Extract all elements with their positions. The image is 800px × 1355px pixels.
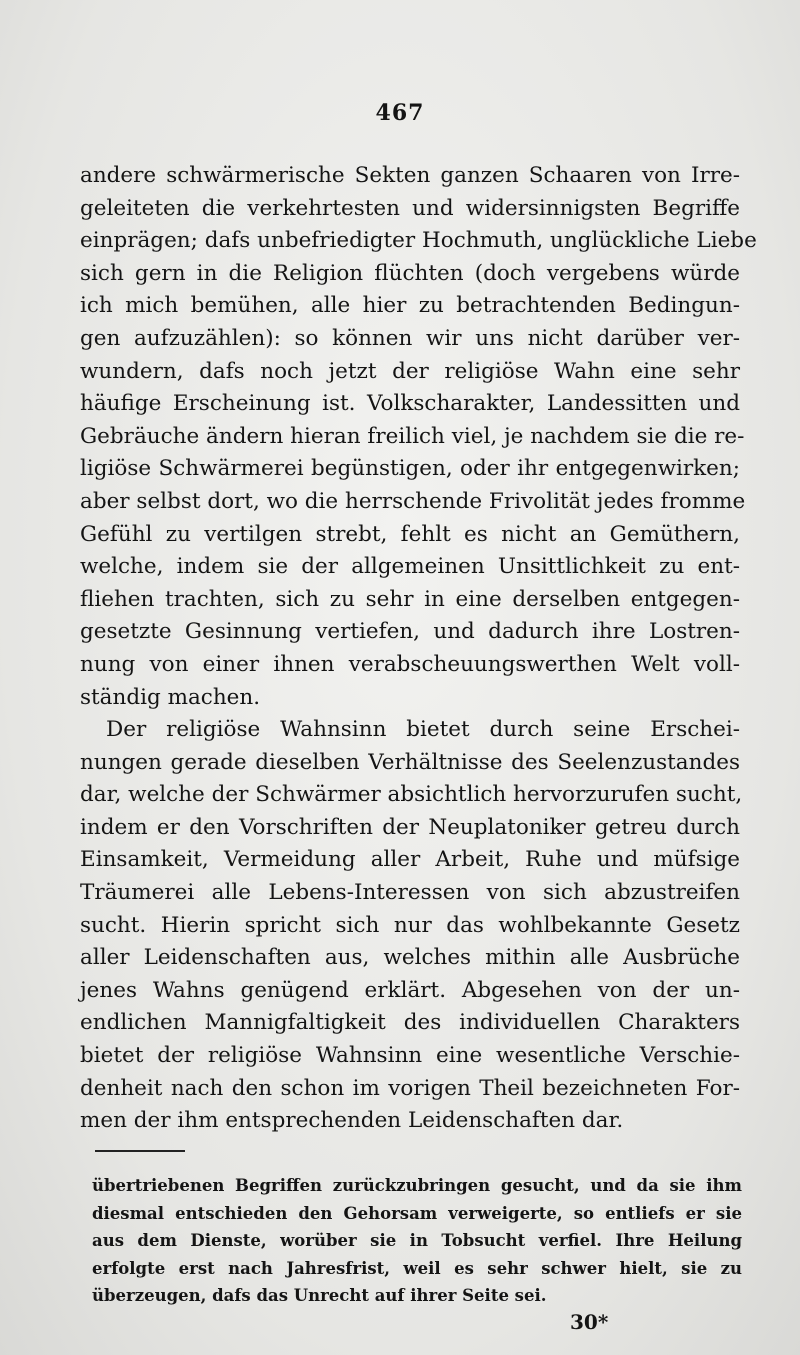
- body-line: men der ihm entsprechenden Leidenschaften dar.: [80, 1108, 624, 1134]
- body-line: bietet der religiöse Wahnsinn eine wesentliche Verschie-: [80, 1043, 740, 1069]
- footnote-line: erfolgte erst nach Jahresfrist, weil es sehr schwer hielt, sie zu: [92, 1258, 742, 1278]
- body-line: Gebräuche ändern hieran freilich viel, je nachdem sie die re-: [80, 423, 745, 449]
- body-line: gesetzte Gesinnung vertiefen, und dadurch ihre Lostren-: [80, 619, 740, 645]
- body-line: nung von einer ihnen verabscheuungswerthen Welt voll-: [80, 651, 740, 677]
- body-line: jenes Wahns genügend erklärt. Abgesehen von der un-: [80, 977, 740, 1003]
- body-line: wundern, dafs noch jetzt der religiöse Wahn eine sehr: [80, 358, 740, 384]
- body-line: ich mich bemühen, alle hier zu betrachtenden Bedingun-: [80, 293, 740, 319]
- footnote-line: übertriebenen Begriffen zurückzubringen gesucht, und da sie ihm: [92, 1176, 742, 1195]
- body-line: sich gern in die Religion flüchten (doch vergebens würde: [80, 260, 740, 286]
- footnote-rule: [95, 1150, 185, 1152]
- body-text: [80, 160, 757, 1138]
- body-line: endlichen Mannigfaltigkeit des individuellen Charakters: [80, 1010, 740, 1036]
- body-line: gen aufzuzählen): so können wir uns nicht darüber ver-: [80, 325, 740, 351]
- signature-mark: 30*: [570, 1310, 609, 1334]
- body-line: denheit nach den schon im vorigen Theil bezeichneten For-: [80, 1075, 740, 1101]
- body-line: Träumerei alle Lebens-Interessen von sich abzustreifen: [80, 880, 740, 906]
- body-line: aber selbst dort, wo die herrschende Frivolität jedes fromme: [80, 488, 746, 514]
- body-line: ständig machen.: [80, 684, 261, 710]
- body-line: geleiteten die verkehrtesten und widersinnigsten Begriffe: [80, 195, 740, 221]
- body-line: dar, welche der Schwärmer absichtlich hervorzurufen sucht,: [80, 782, 743, 808]
- footnote: [92, 1172, 742, 1310]
- footnote-line: überzeugen, dafs das Unrecht auf ihrer Seite sei.: [92, 1286, 547, 1305]
- body-line: Einsamkeit, Vermeidung aller Arbeit, Ruhe und müfsige: [80, 847, 740, 873]
- footnote-line: aus dem Dienste, worüber sie in Tobsucht verfiel. Ihre Heilung: [92, 1231, 742, 1250]
- page-number: 467: [375, 100, 425, 126]
- body-line: aller Leidenschaften aus, welches mithin alle Ausbrüche: [80, 945, 740, 971]
- body-line: Gefühl zu vertilgen strebt, fehlt es nicht an Gemüthern,: [80, 521, 740, 547]
- body-line: häufige Erscheinung ist. Volkscharakter, Landessitten und: [80, 391, 740, 417]
- body-line: indem er den Vorschriften der Neuplatoniker getreu durch: [80, 814, 740, 840]
- body-line: fliehen trachten, sich zu sehr in eine derselben entgegen-: [80, 586, 740, 612]
- body-line: ligiöse Schwärmerei begünstigen, oder ihr entgegenwirken;: [80, 456, 740, 482]
- body-line: sucht. Hierin spricht sich nur das wohlbekannte Gesetz: [80, 912, 740, 938]
- body-line: welche, indem sie der allgemeinen Unsittlichkeit zu ent-: [80, 554, 740, 580]
- body-line: einprägen; dafs unbefriedigter Hochmuth, unglückliche Liebe: [80, 228, 757, 254]
- body-line: nungen gerade dieselben Verhältnisse des Seelenzustandes: [80, 749, 740, 775]
- body-line: Der religiöse Wahnsinn bietet durch seine Erschei-: [106, 717, 740, 743]
- footnote-line: diesmal entschieden den Gehorsam verweigerte, so entliefs er sie: [92, 1203, 742, 1223]
- body-line: andere schwärmerische Sekten ganzen Schaaren von Irre-: [80, 163, 740, 188]
